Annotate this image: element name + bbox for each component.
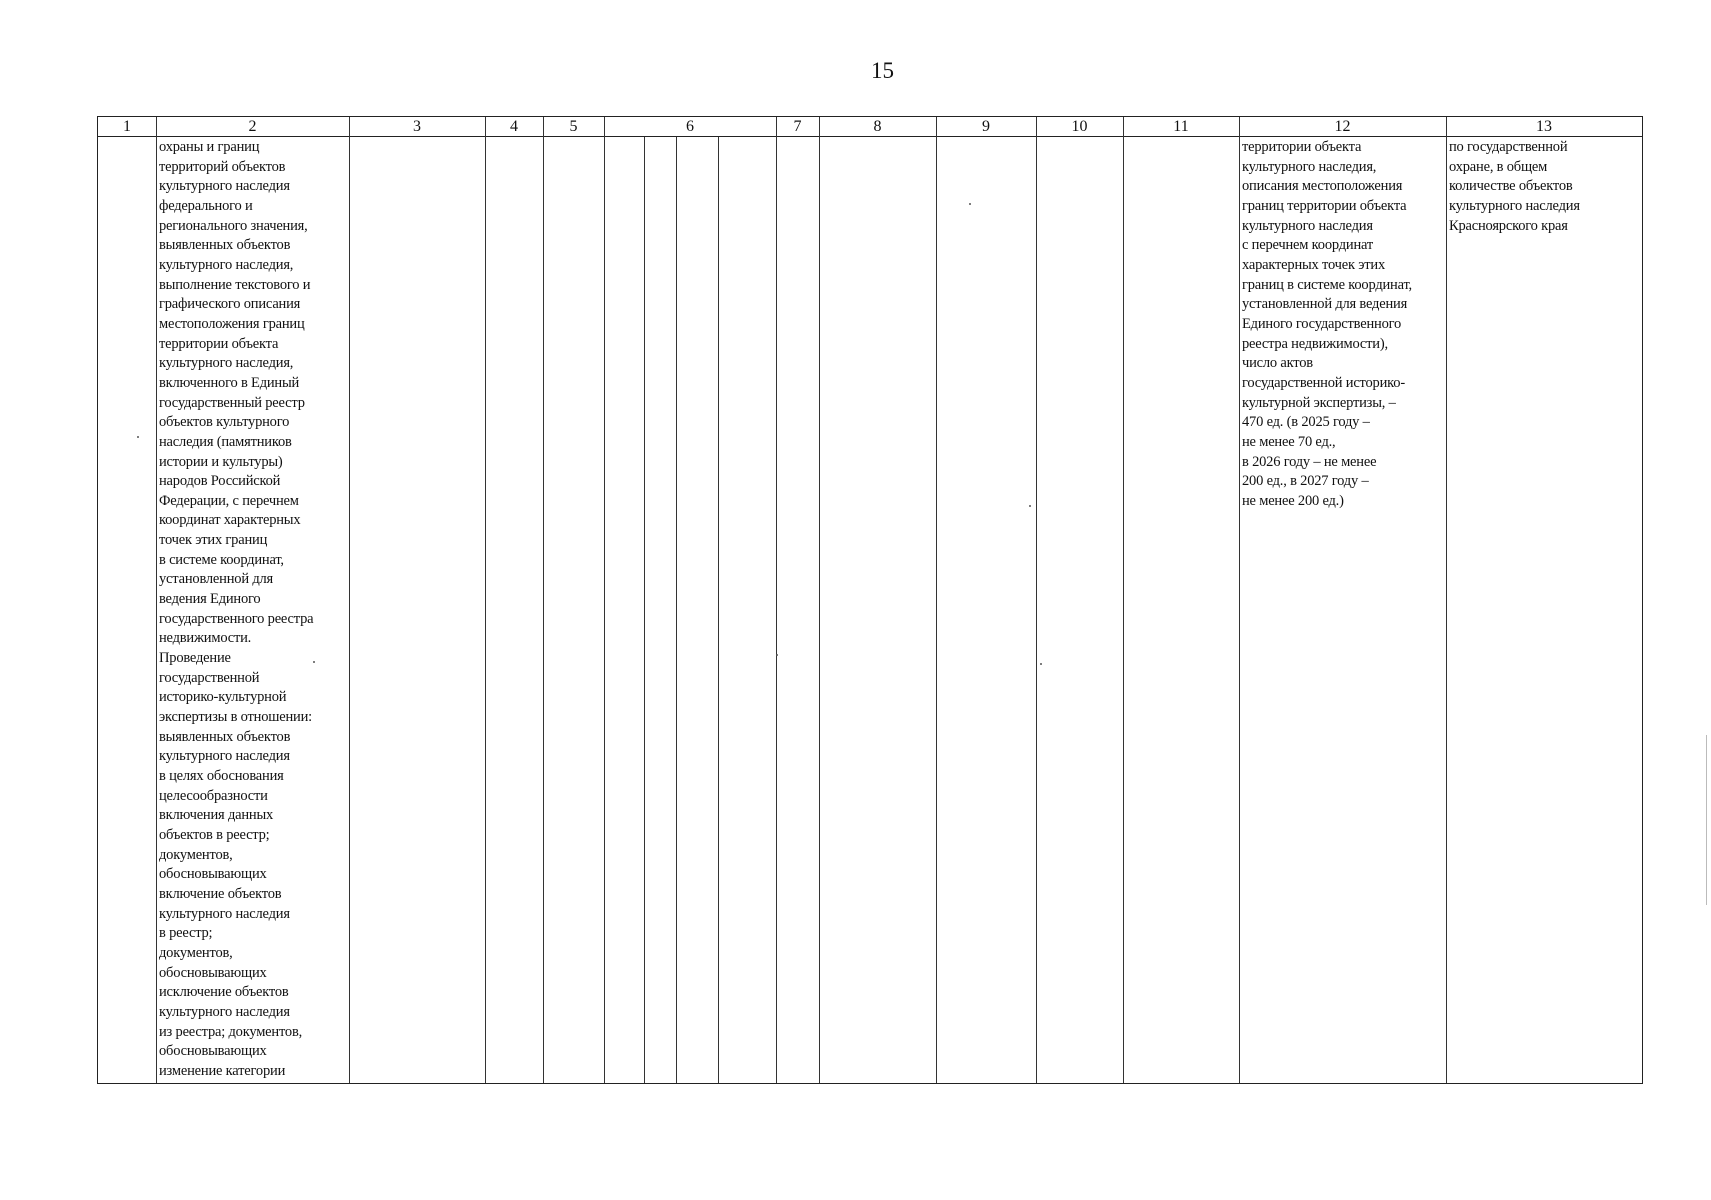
column-header-12: 12 [1334,118,1351,135]
column-header-10: 10 [1071,118,1088,135]
column-divider [349,117,350,1083]
scan-speck [313,661,315,663]
scan-speck [969,203,971,205]
indicator-share-cell: по государственной охране, в общем количестве объектов культурного наследия Красноярского края [1449,139,1580,234]
column-divider [819,117,820,1083]
column-header-8: 8 [873,118,882,135]
column-header-2: 2 [248,118,257,135]
column-divider [543,117,544,1083]
column-divider [156,117,157,1083]
column-header-3: 3 [413,118,421,135]
column-header-1: 1 [123,118,131,135]
column-header-4: 4 [510,118,518,135]
subcolumn-divider [676,137,677,1083]
column-header-6: 6 [686,118,694,135]
subcolumn-divider [644,137,645,1083]
header-row-divider [98,136,1642,137]
plan-table [97,116,1643,1084]
indicator-value-cell: территории объекта культурного наследия, описания местоположения границ территории объекта культурного наследия с перечнем координат характерных точек этих границ в системе координат, установленной для ведения Единого государственного реестра недвижимости), число актов государственной историко- культурной экспертизы, – 470 ед. (в 2025 году – не менее 70 ед., в 2026 году – не менее 200 ед., в 2027 году – не менее 200 ед.) [1242,139,1412,509]
event-description-cell: охраны и границ территорий объектов культурного наследия федерального и регионального значения, выявленных объектов культурного наследия, выполнение текстового и графического описания местоположения границ территории объекта культурного наследия, включенного в Единый государственный реестр объектов культурного наследия (памятников истории и культуры) народов Российской Федерации, с перечнем координат характерных точек этих границ в системе координат, установленной для ведения Единого государственного реестра недвижимости. Проведение государственной историко-культурной экспертизы в отношении: выявленных объектов культурного наследия в целях обоснования целесообразности включения данных объектов в реестр; документов, обосновывающих включение объектов культурного наследия в реестр; документов, обосновывающих исключение объектов культурного наследия из реестра; документов, обосновывающих изменение категории [159,139,314,1079]
scan-speck [1029,505,1031,507]
page-number: 15 [871,58,894,83]
subcolumn-divider [718,137,719,1083]
column-header-13: 13 [1536,118,1552,135]
column-divider [485,117,486,1083]
scan-speck [776,654,778,656]
column-divider [1036,117,1037,1083]
column-header-7: 7 [793,118,802,135]
column-divider [776,117,777,1083]
scan-edge-mark [1706,735,1707,905]
scan-speck [137,436,139,438]
column-divider [604,117,605,1083]
scan-speck [1040,663,1042,665]
column-header-11: 11 [1173,118,1189,135]
column-header-5: 5 [569,118,578,135]
column-divider [1446,117,1447,1083]
column-divider [936,117,937,1083]
column-header-9: 9 [982,118,990,135]
column-divider [1123,117,1124,1083]
column-divider [1239,117,1240,1083]
